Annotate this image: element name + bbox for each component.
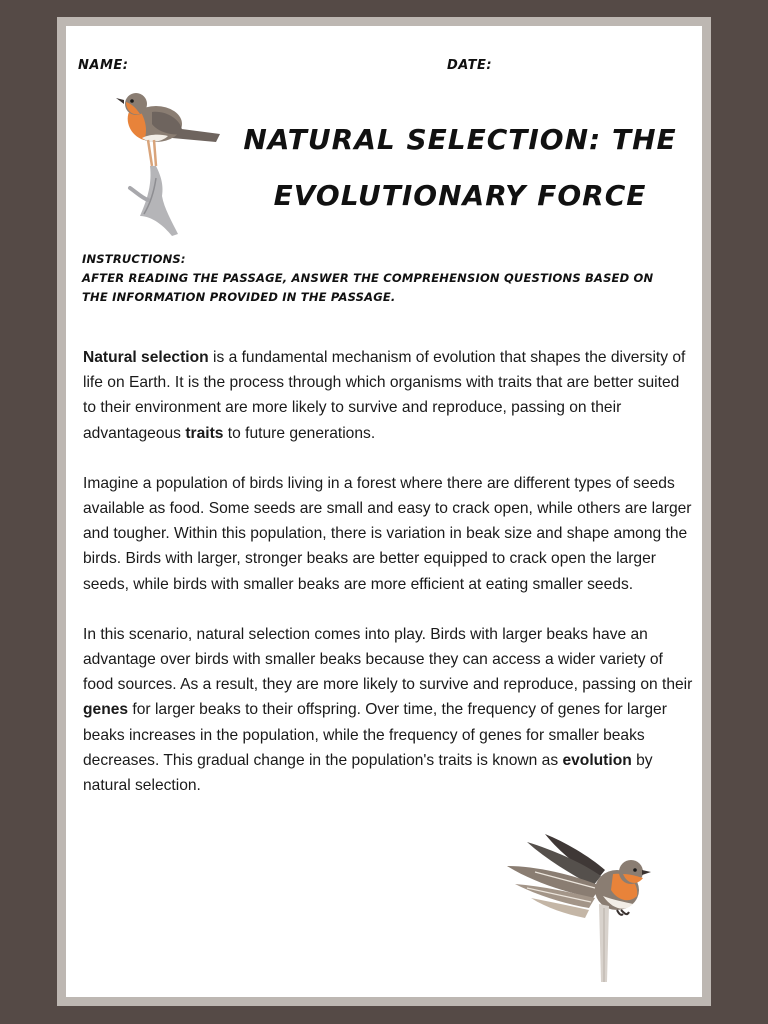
page-title — [240, 112, 680, 224]
term-natural-selection: Natural selection — [83, 349, 209, 366]
title-line-2: EVOLUTIONARY FORCE — [273, 179, 647, 212]
passage-text: for larger beaks to their offspring. Over time, the frequency of genes for larger beaks increases in the population, while the frequency of genes for smaller beaks decreases. This gradual change in the population's traits is known as — [83, 701, 667, 769]
term-evolution: evolution — [562, 751, 632, 769]
term-genes: genes — [83, 701, 129, 719]
reading-passage — [83, 345, 695, 823]
passage-paragraph-1 — [83, 345, 695, 446]
passage-paragraph-2: Imagine a population of birds living in a forest where there are different types of seeds available as food. Some seeds are small and easy to crack open, while others are larger and tougher. Within this population, there is variation in beak size and shape among the birds. Birds with larger, stronger beaks are better equipped to crack open the larger seeds, while birds with smaller beaks are more efficient at eating smaller seeds. — [83, 474, 692, 593]
instructions-text: AFTER READING THE PASSAGE, ANSWER THE COMPREHENSION QUESTIONS BASED ON THE INFORMATION PROVIDED IN THE PASSAGE. — [82, 271, 654, 304]
name-label: NAME: — [78, 58, 129, 73]
term-traits: traits — [185, 424, 224, 442]
robin-flying-icon — [505, 832, 655, 992]
passage-paragraph-3 — [83, 622, 695, 798]
instructions-heading: INSTRUCTIONS: — [82, 252, 186, 266]
passage-text: by natural selection. — [83, 751, 653, 795]
instructions-block — [82, 250, 682, 307]
passage-text: to future generations. — [223, 424, 376, 442]
passage-text: In this scenario, natural selection comes into play. Birds with larger beaks have an advantage over birds with smaller beaks because they can access a wider variety of food sources. As a result, they are more likely to survive and reproduce, passing on their — [83, 625, 693, 694]
robin-perched-icon — [112, 88, 227, 240]
passage-text: is a fundamental mechanism of evolution that shapes the diversity of life on Earth. It is the process through which organisms with traits that are better suited to their environment are more likely to survive and reproduce, passing on their advantageous — [83, 349, 686, 442]
title-line-1: NATURAL SELECTION: THE — [243, 123, 677, 156]
date-label: DATE: — [447, 58, 493, 73]
